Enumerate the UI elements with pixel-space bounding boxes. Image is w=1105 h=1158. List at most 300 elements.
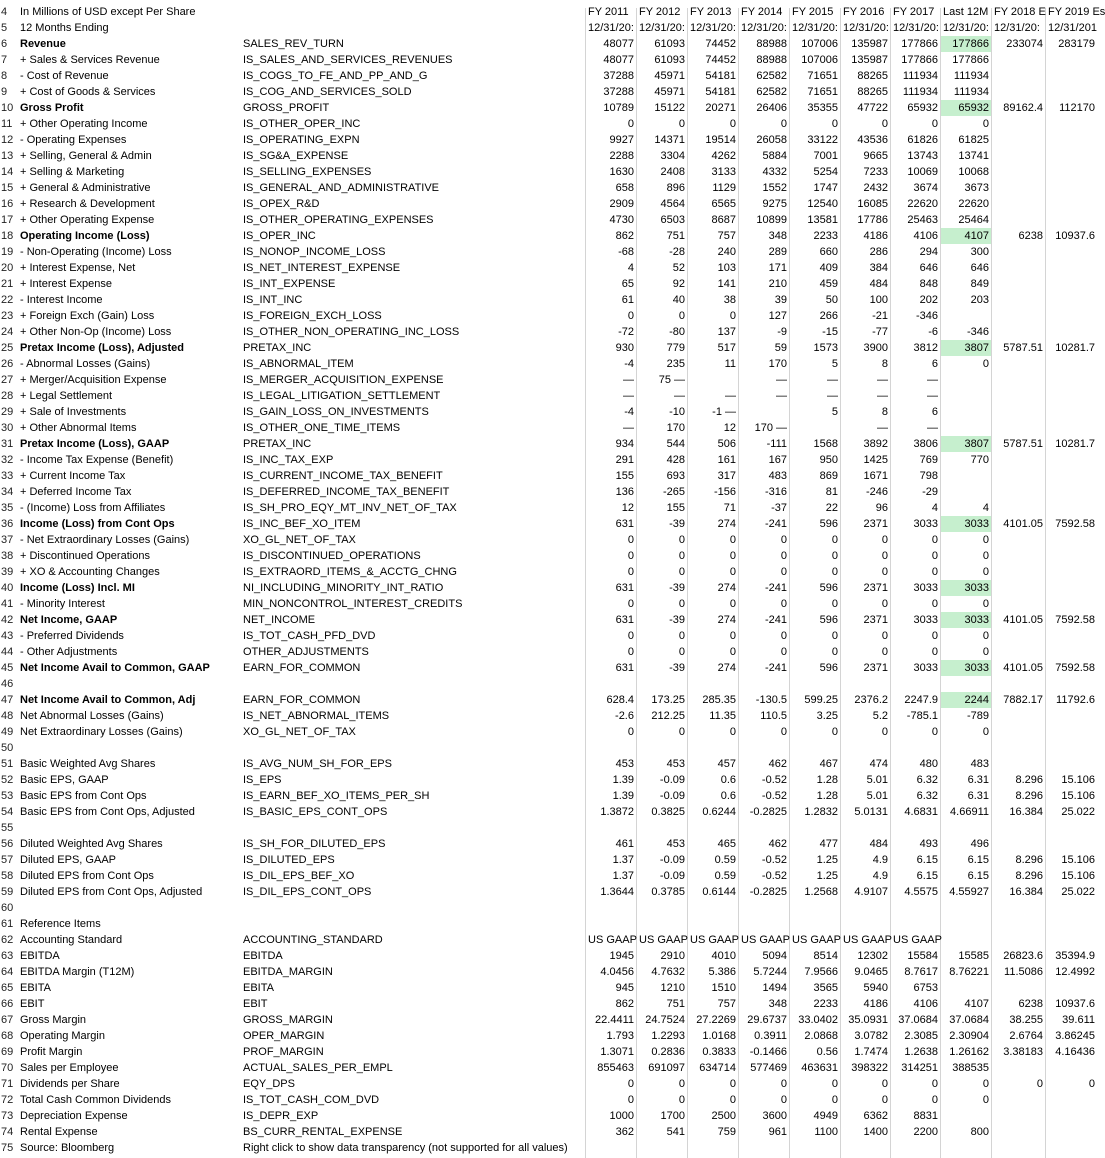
field-code-cell[interactable]: IS_INT_EXPENSE xyxy=(243,278,336,290)
value-cell[interactable]: 9665 xyxy=(863,150,888,162)
value-cell[interactable]: 10899 xyxy=(756,214,787,226)
value-cell[interactable] xyxy=(992,564,1045,580)
field-code-cell[interactable]: IS_OTHER_ONE_TIME_ITEMS xyxy=(243,422,401,434)
sheet-row[interactable] xyxy=(0,516,1097,532)
column-header-cell[interactable]: 12/31/201 xyxy=(1048,22,1097,34)
row-label-cell[interactable]: Accounting Standard xyxy=(20,934,123,946)
value-cell[interactable]: 11 xyxy=(724,358,736,370)
value-cell[interactable]: 0.59 xyxy=(714,854,736,866)
row-label-cell[interactable]: Depreciation Expense xyxy=(20,1110,128,1122)
value-cell[interactable]: 17786 xyxy=(857,214,888,226)
value-cell[interactable]: 1552 xyxy=(762,182,787,194)
value-cell[interactable] xyxy=(1046,1108,1097,1124)
value-cell[interactable]: 0 xyxy=(982,358,989,370)
value-cell[interactable]: 1.7474 xyxy=(854,1046,888,1058)
value-cell[interactable]: 26823.6 xyxy=(1003,950,1043,962)
value-cell[interactable]: 751 xyxy=(666,230,685,242)
value-cell[interactable]: 127 xyxy=(768,310,787,322)
value-cell[interactable]: 22620 xyxy=(907,198,938,210)
sheet-row[interactable] xyxy=(0,1076,1097,1092)
value-cell[interactable]: 0.6144 xyxy=(702,886,736,898)
value-cell[interactable]: 388535 xyxy=(952,1062,989,1074)
column-header-cell[interactable]: FY 2015 xyxy=(792,6,834,18)
value-cell[interactable]: 1400 xyxy=(863,1126,888,1138)
value-cell[interactable]: 4010 xyxy=(711,950,736,962)
value-cell[interactable]: 2909 xyxy=(609,198,634,210)
value-cell[interactable] xyxy=(1046,148,1097,164)
row-number[interactable]: 8 xyxy=(1,70,8,82)
value-cell[interactable] xyxy=(1046,276,1097,292)
field-code-cell[interactable]: IS_OPERATING_EXPN xyxy=(243,134,360,146)
sheet-row[interactable] xyxy=(0,788,1097,804)
row-label-cell[interactable]: - Abnormal Losses (Gains) xyxy=(20,358,151,370)
value-cell[interactable]: 0 xyxy=(729,118,736,130)
value-cell[interactable]: 111934 xyxy=(953,70,989,82)
value-cell[interactable]: 596 xyxy=(819,662,838,674)
sheet-row[interactable] xyxy=(0,1108,1097,1124)
value-cell[interactable]: 135987 xyxy=(851,38,888,50)
value-cell[interactable]: 177866 xyxy=(952,54,989,66)
value-cell[interactable]: 577469 xyxy=(750,1062,787,1074)
row-label-cell[interactable]: - Preferred Dividends xyxy=(20,630,124,642)
row-label-cell[interactable]: Diluted EPS from Cont Ops, Adjusted xyxy=(20,886,203,898)
value-cell[interactable]: 20271 xyxy=(705,102,736,114)
value-cell[interactable]: 10069 xyxy=(907,166,938,178)
row-number[interactable]: 24 xyxy=(1,326,14,338)
value-cell[interactable] xyxy=(941,1140,991,1156)
value-cell[interactable]: 112170 xyxy=(1059,102,1095,114)
sheet-row[interactable] xyxy=(0,884,1097,900)
value-cell[interactable]: 38 xyxy=(723,294,736,306)
column-header-cell[interactable]: FY 2016 xyxy=(843,6,885,18)
value-cell[interactable] xyxy=(992,580,1045,596)
value-cell[interactable]: 1.39 xyxy=(612,790,634,802)
sheet-row[interactable] xyxy=(0,68,1097,84)
value-cell[interactable]: 289 xyxy=(768,246,787,258)
value-cell[interactable]: 2200 xyxy=(913,1126,938,1138)
value-cell[interactable]: 496 xyxy=(970,838,989,850)
value-cell[interactable] xyxy=(1046,180,1097,196)
value-cell[interactable] xyxy=(992,740,1045,756)
value-cell[interactable]: -77 xyxy=(872,326,888,338)
sheet-row[interactable] xyxy=(0,628,1097,644)
value-cell[interactable]: 0 xyxy=(881,550,888,562)
value-cell[interactable] xyxy=(1046,212,1097,228)
value-cell[interactable]: 541 xyxy=(666,1126,685,1138)
column-header-cell[interactable]: 12/31/20: xyxy=(943,22,989,34)
value-cell[interactable] xyxy=(688,372,738,388)
field-code-cell[interactable]: EBITA xyxy=(243,982,274,994)
value-cell[interactable]: 92 xyxy=(672,278,685,290)
value-cell[interactable]: -0.52 xyxy=(761,774,787,786)
value-cell[interactable]: 0 xyxy=(831,550,838,562)
value-cell[interactable]: 314251 xyxy=(901,1062,938,1074)
value-cell[interactable]: 0 xyxy=(982,550,989,562)
row-number[interactable]: 21 xyxy=(1,278,14,290)
value-cell[interactable]: 6.15 xyxy=(916,854,938,866)
value-cell[interactable]: -156 xyxy=(713,486,736,498)
value-cell[interactable]: 0 xyxy=(627,310,634,322)
sheet-row[interactable] xyxy=(0,180,1097,196)
value-cell[interactable] xyxy=(790,900,840,916)
value-cell[interactable]: 0 xyxy=(678,598,685,610)
row-number[interactable]: 49 xyxy=(1,726,14,738)
sheet-row[interactable] xyxy=(0,100,1097,116)
value-cell[interactable] xyxy=(992,468,1045,484)
field-code-cell[interactable]: IS_ABNORMAL_ITEM xyxy=(243,358,354,370)
sheet-row[interactable] xyxy=(0,868,1097,884)
sheet-row[interactable] xyxy=(0,132,1097,148)
value-cell[interactable] xyxy=(992,1124,1045,1140)
value-cell[interactable]: 10937.6 xyxy=(1055,230,1095,242)
value-cell[interactable]: -265 xyxy=(662,486,685,498)
value-cell[interactable]: 0 xyxy=(931,646,938,658)
value-cell[interactable]: 100 xyxy=(869,294,888,306)
value-cell[interactable]: 62582 xyxy=(756,86,787,98)
value-cell[interactable]: 0 xyxy=(931,1094,938,1106)
row-number[interactable]: 46 xyxy=(1,678,14,690)
value-cell[interactable]: 8.7617 xyxy=(904,966,938,978)
value-cell[interactable]: 9275 xyxy=(762,198,787,210)
value-cell[interactable]: 409 xyxy=(819,262,838,274)
row-label-cell[interactable]: + Merger/Acquisition Expense xyxy=(20,374,167,386)
row-label-cell[interactable]: + Interest Expense, Net xyxy=(20,262,136,274)
sheet-row[interactable] xyxy=(0,260,1097,276)
row-number[interactable]: 11 xyxy=(1,118,13,130)
value-cell[interactable]: 7001 xyxy=(813,150,838,162)
value-cell[interactable]: 2371 xyxy=(863,518,888,530)
value-cell[interactable]: 465 xyxy=(717,838,736,850)
field-code-cell[interactable]: IS_DISCONTINUED_OPERATIONS xyxy=(243,550,421,562)
row-label-cell[interactable]: Source: Bloomberg xyxy=(20,1142,115,1154)
value-cell[interactable]: -316 xyxy=(764,486,787,498)
value-cell[interactable]: 4107 xyxy=(964,998,989,1010)
value-cell[interactable]: 4107 xyxy=(941,228,991,244)
value-cell[interactable]: 769 xyxy=(919,454,938,466)
value-cell[interactable] xyxy=(1046,292,1097,308)
value-cell[interactable] xyxy=(688,676,738,692)
value-cell[interactable]: 453 xyxy=(666,838,685,850)
field-code-cell[interactable]: EQY_DPS xyxy=(243,1078,295,1090)
row-label-cell[interactable]: + Current Income Tax xyxy=(20,470,126,482)
value-cell[interactable]: 0 xyxy=(780,118,787,130)
field-code-cell[interactable] xyxy=(241,20,586,36)
value-cell[interactable]: 2.0868 xyxy=(804,1030,838,1042)
value-cell[interactable]: -0.1466 xyxy=(749,1046,787,1058)
sheet-row[interactable] xyxy=(0,292,1097,308)
value-cell[interactable]: 757 xyxy=(717,998,736,1010)
value-cell[interactable] xyxy=(688,740,738,756)
value-cell[interactable]: 0 xyxy=(931,1078,938,1090)
row-label-cell[interactable]: Net Income Avail to Common, Adj xyxy=(20,694,196,706)
value-cell[interactable]: 74452 xyxy=(705,38,736,50)
sheet-row[interactable] xyxy=(0,164,1097,180)
value-cell[interactable]: -0.09 xyxy=(659,854,685,866)
sheet-row[interactable] xyxy=(0,820,1097,836)
value-cell[interactable]: 107006 xyxy=(801,54,838,66)
value-cell[interactable]: — xyxy=(827,390,838,402)
value-cell[interactable]: 855463 xyxy=(597,1062,634,1074)
value-cell[interactable]: 0 xyxy=(831,1078,838,1090)
row-number[interactable]: 10 xyxy=(1,102,14,114)
value-cell[interactable]: 37.0684 xyxy=(949,1014,989,1026)
value-cell[interactable]: 3674 xyxy=(913,182,938,194)
sheet-row[interactable] xyxy=(0,36,1097,52)
value-cell[interactable]: 1.2568 xyxy=(804,886,838,898)
value-cell[interactable] xyxy=(992,644,1045,660)
value-cell[interactable] xyxy=(992,1060,1045,1076)
value-cell[interactable]: 0 xyxy=(780,598,787,610)
row-number[interactable]: 75 xyxy=(1,1142,14,1154)
value-cell[interactable]: -0.52 xyxy=(761,790,787,802)
field-code-cell[interactable]: IS_OTHER_OPER_INC xyxy=(243,118,361,130)
field-code-cell[interactable]: IS_EXTRAORD_ITEMS_&_ACCTG_CHNG xyxy=(243,566,457,578)
row-label-cell[interactable]: - (Income) Loss from Affiliates xyxy=(20,502,166,514)
value-cell[interactable]: 3.0782 xyxy=(854,1030,888,1042)
value-cell[interactable]: 233074 xyxy=(1006,38,1043,50)
value-cell[interactable]: 0 xyxy=(627,118,634,130)
sheet-row[interactable] xyxy=(0,532,1097,548)
value-cell[interactable]: 177866 xyxy=(901,54,938,66)
value-cell[interactable]: 11.35 xyxy=(709,710,736,722)
row-label-cell[interactable]: Rental Expense xyxy=(20,1126,98,1138)
value-cell[interactable]: 0.2836 xyxy=(651,1046,685,1058)
row-number[interactable]: 55 xyxy=(1,822,14,834)
value-cell[interactable] xyxy=(1046,84,1097,100)
value-cell[interactable]: 29.6737 xyxy=(747,1014,787,1026)
row-label-cell[interactable]: Dividends per Share xyxy=(20,1078,120,1090)
row-number[interactable]: 23 xyxy=(1,310,14,322)
value-cell[interactable]: 0 xyxy=(881,1094,888,1106)
row-label-cell[interactable]: Net Abnormal Losses (Gains) xyxy=(20,710,164,722)
value-cell[interactable]: 1.25 xyxy=(816,854,838,866)
value-cell[interactable]: 7592.58 xyxy=(1055,614,1095,626)
value-cell[interactable]: 7592.58 xyxy=(1055,518,1095,530)
value-cell[interactable] xyxy=(992,452,1045,468)
value-cell[interactable]: 6.15 xyxy=(916,870,938,882)
value-cell[interactable] xyxy=(992,52,1045,68)
value-cell[interactable]: 1945 xyxy=(609,950,634,962)
value-cell[interactable]: 0 xyxy=(729,566,736,578)
value-cell[interactable]: 4.55927 xyxy=(949,886,989,898)
value-cell[interactable]: 274 xyxy=(717,518,736,530)
value-cell[interactable]: -10 xyxy=(669,406,685,418)
value-cell[interactable]: 693 xyxy=(666,470,685,482)
value-cell[interactable]: 6 xyxy=(931,406,938,418)
value-cell[interactable]: 177866 xyxy=(941,36,991,52)
value-cell[interactable]: 1.3071 xyxy=(600,1046,634,1058)
value-cell[interactable]: -4 xyxy=(624,406,634,418)
value-cell[interactable]: 3900 xyxy=(863,342,888,354)
value-cell[interactable]: 4.0456 xyxy=(600,966,634,978)
value-cell[interactable]: 155 xyxy=(615,470,634,482)
value-cell[interactable]: 1630 xyxy=(609,166,634,178)
value-cell[interactable]: 896 xyxy=(666,182,685,194)
value-cell[interactable]: 12.4992 xyxy=(1055,966,1095,978)
value-cell[interactable] xyxy=(941,676,991,692)
value-cell[interactable] xyxy=(992,708,1045,724)
sheet-row[interactable] xyxy=(0,244,1097,260)
sheet-row[interactable] xyxy=(0,1044,1097,1060)
value-cell[interactable]: 240 xyxy=(717,246,736,258)
sheet-row[interactable] xyxy=(0,340,1097,356)
value-cell[interactable]: 5.2 xyxy=(872,710,888,722)
value-cell[interactable]: 0.56 xyxy=(816,1046,838,1058)
value-cell[interactable]: 4186 xyxy=(863,998,888,1010)
value-cell[interactable]: — xyxy=(927,374,938,386)
value-cell[interactable]: 474 xyxy=(869,758,888,770)
sheet-row[interactable] xyxy=(0,948,1097,964)
value-cell[interactable]: 3033 xyxy=(941,612,991,628)
value-cell[interactable]: 11.5086 xyxy=(1004,966,1043,978)
value-cell[interactable]: 3133 xyxy=(711,166,736,178)
value-cell[interactable]: 1700 xyxy=(660,1110,685,1122)
sheet-row[interactable] xyxy=(0,436,1097,452)
value-cell[interactable]: 4106 xyxy=(913,230,938,242)
value-cell[interactable]: 6.32 xyxy=(916,790,938,802)
value-cell[interactable] xyxy=(1046,420,1097,436)
value-cell[interactable]: 88988 xyxy=(756,54,787,66)
value-cell[interactable]: -241 xyxy=(764,582,787,594)
row-number[interactable]: 32 xyxy=(1,454,14,466)
column-header-cell[interactable]: FY 2011 xyxy=(588,6,629,18)
row-label-cell[interactable]: + Sales & Services Revenue xyxy=(20,54,160,66)
value-cell[interactable]: 37288 xyxy=(603,86,634,98)
value-cell[interactable]: 266 xyxy=(819,310,838,322)
value-cell[interactable]: 2288 xyxy=(609,150,634,162)
value-cell[interactable]: 398322 xyxy=(851,1062,888,1074)
row-number[interactable]: 38 xyxy=(1,550,14,562)
value-cell[interactable]: 88988 xyxy=(756,38,787,50)
value-cell[interactable]: 544 xyxy=(666,438,685,450)
field-code-cell[interactable]: BS_CURR_RENTAL_EXPENSE xyxy=(243,1126,403,1138)
value-cell[interactable] xyxy=(992,1140,1045,1156)
value-cell[interactable]: 1.2832 xyxy=(804,806,838,818)
value-cell[interactable]: 0 xyxy=(780,630,787,642)
row-number[interactable]: 4 xyxy=(1,6,8,18)
value-cell[interactable]: 4.66911 xyxy=(950,806,989,818)
value-cell[interactable] xyxy=(992,676,1045,692)
value-cell[interactable]: 4101.05 xyxy=(1003,662,1043,674)
value-cell[interactable] xyxy=(586,1140,636,1156)
field-code-cell[interactable]: IS_BASIC_EPS_CONT_OPS xyxy=(243,806,388,818)
row-label-cell[interactable]: + General & Administrative xyxy=(20,182,151,194)
value-cell[interactable]: 4949 xyxy=(813,1110,838,1122)
value-cell[interactable]: 25464 xyxy=(958,214,989,226)
value-cell[interactable] xyxy=(1046,164,1097,180)
value-cell[interactable]: 13741 xyxy=(958,150,989,162)
value-cell[interactable]: US GAAP xyxy=(588,934,637,946)
value-cell[interactable]: 2371 xyxy=(863,614,888,626)
value-cell[interactable] xyxy=(992,724,1045,740)
sheet-row[interactable] xyxy=(0,756,1097,772)
value-cell[interactable]: 467 xyxy=(819,758,838,770)
value-cell[interactable] xyxy=(941,932,991,948)
value-cell[interactable]: 39 xyxy=(774,294,787,306)
value-cell[interactable]: 2371 xyxy=(863,662,888,674)
row-label-cell[interactable]: Net Extraordinary Losses (Gains) xyxy=(20,726,183,738)
value-cell[interactable] xyxy=(1046,452,1097,468)
value-cell[interactable]: -72 xyxy=(618,326,634,338)
value-cell[interactable]: 0.3825 xyxy=(651,806,685,818)
value-cell[interactable] xyxy=(790,1140,840,1156)
value-cell[interactable]: 0 xyxy=(627,630,634,642)
value-cell[interactable] xyxy=(1046,580,1097,596)
value-cell[interactable]: 50 xyxy=(825,294,838,306)
value-cell[interactable]: -0.2825 xyxy=(749,806,787,818)
value-cell[interactable]: — xyxy=(725,390,736,402)
value-cell[interactable]: 7.9566 xyxy=(804,966,838,978)
value-cell[interactable] xyxy=(891,916,940,932)
value-cell[interactable]: 4.9 xyxy=(872,854,888,866)
value-cell[interactable] xyxy=(992,484,1045,500)
value-cell[interactable]: 0 xyxy=(627,534,634,546)
value-cell[interactable]: 0 xyxy=(982,118,989,130)
value-cell[interactable]: — xyxy=(623,422,634,434)
value-cell[interactable]: 274 xyxy=(717,614,736,626)
value-cell[interactable]: 6565 xyxy=(711,198,736,210)
value-cell[interactable]: 0 xyxy=(982,534,989,546)
value-cell[interactable]: 0 xyxy=(729,550,736,562)
field-code-cell[interactable]: NET_INCOME xyxy=(243,614,316,626)
value-cell[interactable]: -0.52 xyxy=(761,854,787,866)
value-cell[interactable]: 1.25 xyxy=(816,870,838,882)
value-cell[interactable]: 26406 xyxy=(756,102,787,114)
value-cell[interactable]: 0 xyxy=(831,726,838,738)
sheet-row[interactable] xyxy=(0,276,1097,292)
value-cell[interactable]: -39 xyxy=(669,662,685,674)
value-cell[interactable]: — xyxy=(827,374,838,386)
value-cell[interactable]: 38.255 xyxy=(1009,1014,1043,1026)
field-code-cell[interactable]: IS_LEGAL_LITIGATION_SETTLEMENT xyxy=(243,390,441,402)
value-cell[interactable]: 12540 xyxy=(807,198,838,210)
value-cell[interactable]: 0 xyxy=(627,1078,634,1090)
value-cell[interactable]: 6503 xyxy=(660,214,685,226)
value-cell[interactable]: 12 xyxy=(723,422,736,434)
value-cell[interactable] xyxy=(1046,900,1097,916)
field-code-cell[interactable]: IS_SELLING_EXPENSES xyxy=(243,166,372,178)
value-cell[interactable]: 869 xyxy=(819,470,838,482)
field-code-cell[interactable]: EARN_FOR_COMMON xyxy=(243,662,361,674)
value-cell[interactable]: 0 xyxy=(678,630,685,642)
field-code-cell[interactable]: OPER_MARGIN xyxy=(243,1030,325,1042)
value-cell[interactable] xyxy=(1046,644,1097,660)
value-cell[interactable]: — xyxy=(927,422,938,434)
value-cell[interactable] xyxy=(790,916,840,932)
value-cell[interactable] xyxy=(688,916,738,932)
value-cell[interactable]: 25.022 xyxy=(1061,806,1095,818)
value-cell[interactable]: 1568 xyxy=(813,438,838,450)
value-cell[interactable]: 0 xyxy=(729,598,736,610)
value-cell[interactable]: -37 xyxy=(771,502,787,514)
value-cell[interactable] xyxy=(1046,1124,1097,1140)
sheet-row[interactable] xyxy=(0,228,1097,244)
column-header-cell[interactable]: FY 2012 xyxy=(639,6,681,18)
value-cell[interactable] xyxy=(992,548,1045,564)
value-cell[interactable]: 0 xyxy=(678,310,685,322)
row-label-cell[interactable]: Income (Loss) from Cont Ops xyxy=(20,518,175,530)
value-cell[interactable]: 1.37 xyxy=(612,854,634,866)
value-cell[interactable]: 7882.17 xyxy=(1003,694,1043,706)
value-cell[interactable]: 453 xyxy=(666,758,685,770)
value-cell[interactable]: 634714 xyxy=(699,1062,736,1074)
value-cell[interactable] xyxy=(992,68,1045,84)
value-cell[interactable]: — xyxy=(776,390,787,402)
value-cell[interactable]: 4.16436 xyxy=(1055,1046,1095,1058)
value-cell[interactable]: 457 xyxy=(717,758,736,770)
column-header-cell[interactable]: FY 2014 xyxy=(741,6,783,18)
value-cell[interactable]: 658 xyxy=(615,182,634,194)
